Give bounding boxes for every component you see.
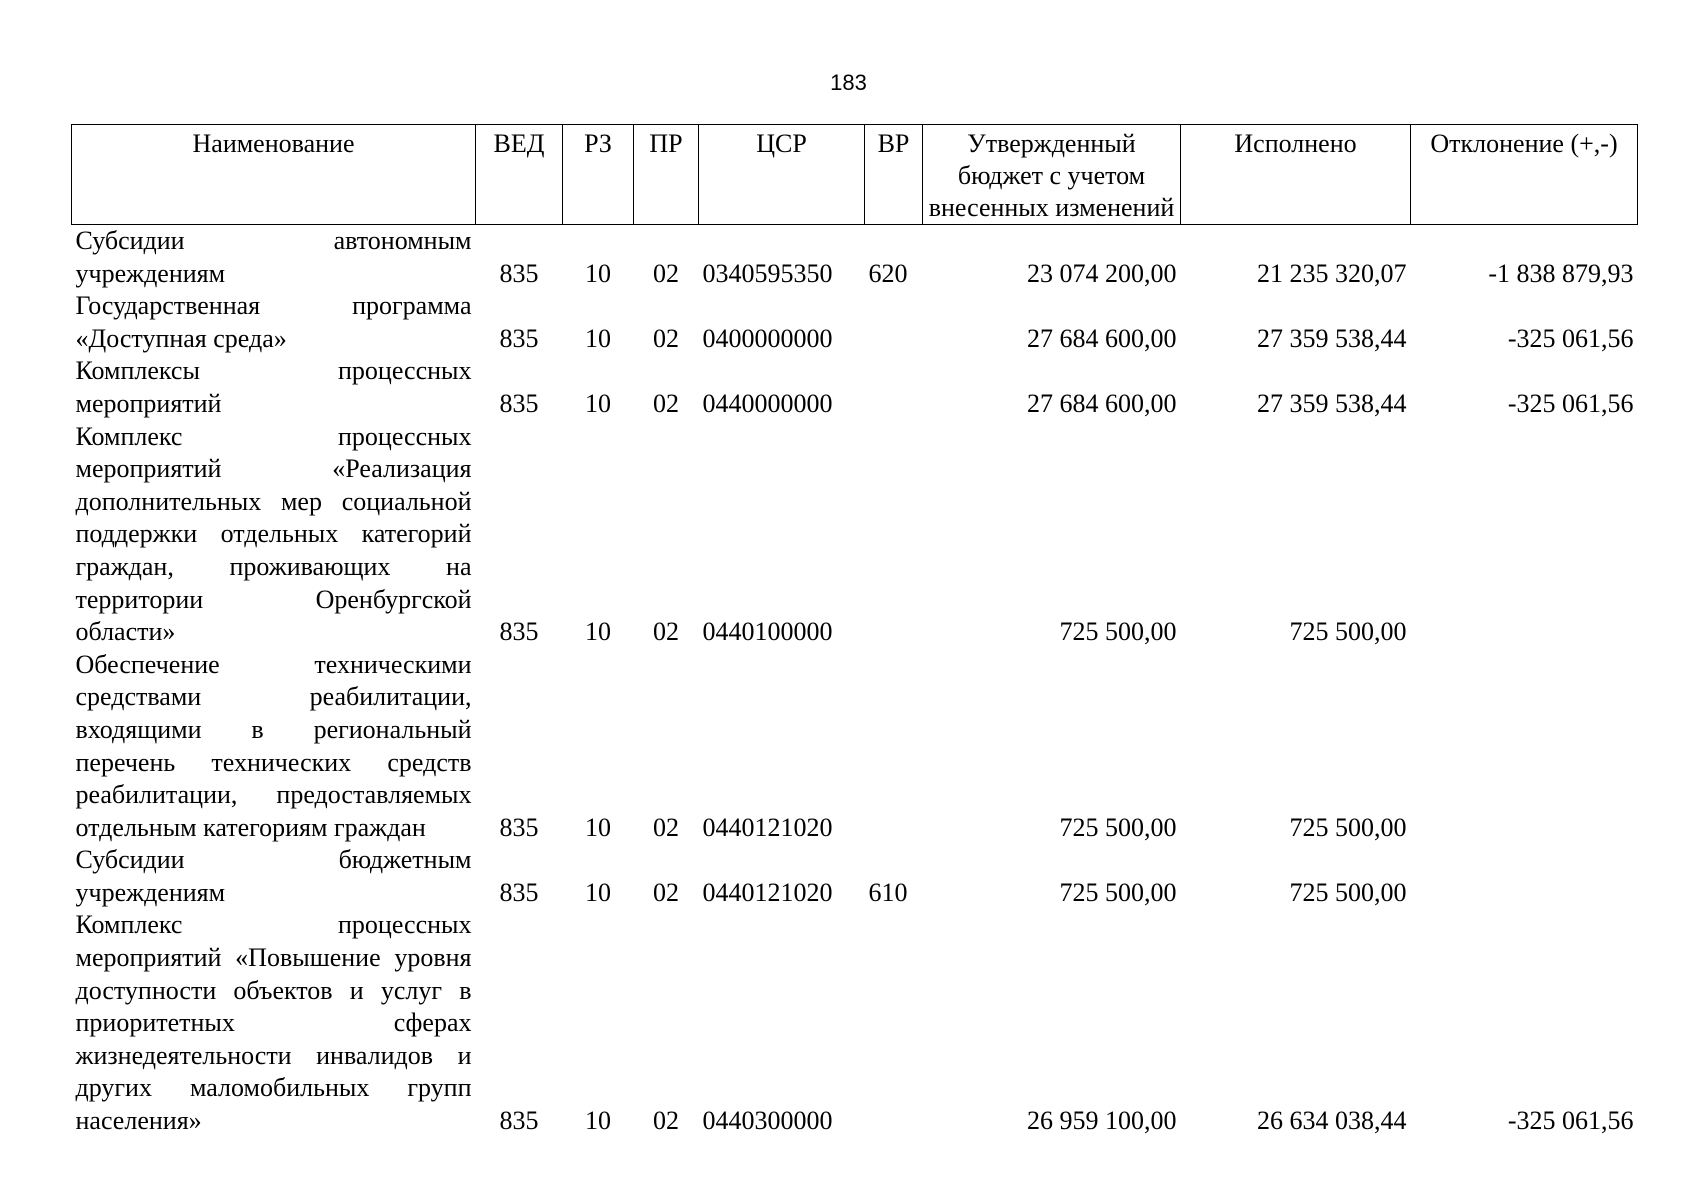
- table-row: [72, 649, 1638, 845]
- row-name: Комплекс процессных мероприятий «Повышение уровня доступности объектов и услуг в приоритетных сферах жизнедеятельности инвалидов и других маломобильных групп населения»: [75, 910, 472, 1136]
- header-vr: ВР: [865, 125, 923, 225]
- row-vr: 620: [868, 258, 908, 288]
- table-row: [72, 290, 1638, 355]
- table-header: [72, 125, 1638, 225]
- table-row: [72, 844, 1638, 909]
- row-approved: 725 500,00: [1059, 617, 1177, 647]
- row-vr: [865, 649, 923, 845]
- row-approved: 725 500,00: [1059, 812, 1177, 842]
- row-executed: 27 359 538,44: [1257, 323, 1407, 353]
- row-pr: 02: [653, 877, 679, 907]
- row-ved: 835: [499, 1106, 539, 1136]
- row-ved: 835: [499, 258, 539, 288]
- row-deviation: -325 061,56: [1507, 1106, 1634, 1136]
- header-pr: ПР: [634, 125, 699, 225]
- row-name: Комплексы процессных мероприятий: [75, 356, 472, 418]
- row-vr: [865, 290, 923, 355]
- row-csr: 0440121020: [702, 812, 833, 842]
- row-executed: 27 359 538,44: [1257, 388, 1407, 418]
- page-number: 183: [830, 70, 867, 95]
- row-csr: 0340595350: [702, 258, 833, 288]
- row-pr: 02: [653, 388, 679, 418]
- row-approved: 725 500,00: [1059, 877, 1177, 907]
- row-executed: 725 500,00: [1289, 812, 1407, 842]
- row-csr: 0400000000: [702, 323, 833, 353]
- table-row: [72, 225, 1638, 291]
- row-executed: 725 500,00: [1289, 877, 1407, 907]
- row-rz: 10: [585, 812, 611, 842]
- row-rz: 10: [585, 323, 611, 353]
- row-approved: 27 684 600,00: [1027, 388, 1177, 418]
- row-executed: 725 500,00: [1289, 617, 1407, 647]
- row-rz: 10: [585, 617, 611, 647]
- table-body: [72, 225, 1638, 1138]
- row-csr: 0440121020: [702, 877, 833, 907]
- row-deviation: [1411, 844, 1638, 909]
- budget-table: [71, 124, 1638, 1138]
- row-approved: 27 684 600,00: [1027, 323, 1177, 353]
- header-executed: Исполнено: [1181, 125, 1411, 225]
- row-csr: 0440100000: [702, 617, 833, 647]
- header-ved: ВЕД: [476, 125, 563, 225]
- row-name: Государственная программа «Доступная среда»: [75, 291, 472, 353]
- header-rz: РЗ: [563, 125, 634, 225]
- row-csr: 0440300000: [702, 1106, 833, 1136]
- row-ved: 835: [499, 877, 539, 907]
- row-pr: 02: [653, 1106, 679, 1136]
- row-pr: 02: [653, 617, 679, 647]
- header-name: Наименование: [72, 125, 476, 225]
- row-approved: 26 959 100,00: [1027, 1106, 1177, 1136]
- row-name: Комплекс процессных мероприятий «Реализация дополнительных мер социальной поддержки отдельных категорий граждан, проживающих на территории Оренбургской области»: [75, 421, 472, 647]
- row-rz: 10: [585, 388, 611, 418]
- row-rz: 10: [585, 877, 611, 907]
- row-pr: 02: [653, 323, 679, 353]
- row-deviation: [1411, 649, 1638, 845]
- row-pr: 02: [653, 258, 679, 288]
- row-executed: 21 235 320,07: [1257, 258, 1407, 288]
- row-rz: 10: [585, 258, 611, 288]
- row-executed: 26 634 038,44: [1257, 1106, 1407, 1136]
- row-deviation: -325 061,56: [1507, 388, 1634, 418]
- row-deviation: [1411, 421, 1638, 649]
- row-csr: 0440000000: [702, 388, 833, 418]
- header-deviation: Отклонение (+,-): [1411, 125, 1638, 225]
- header-csr: ЦСР: [699, 125, 865, 225]
- table-row: [72, 909, 1638, 1137]
- row-vr: [865, 909, 923, 1137]
- row-ved: 835: [499, 617, 539, 647]
- row-pr: 02: [653, 812, 679, 842]
- header-approved: Утвержденный бюджет с учетом внесенных изменений: [923, 125, 1181, 225]
- row-name: Субсидии автономным учреждениям: [75, 226, 472, 288]
- row-vr: 610: [868, 877, 908, 907]
- row-approved: 23 074 200,00: [1027, 258, 1177, 288]
- row-name: Обеспечение техническими средствами реабилитации, входящими в региональный перечень технических средств реабилитации, предоставляемых отдельным категориям граждан: [75, 649, 472, 842]
- row-ved: 835: [499, 323, 539, 353]
- table-row: [72, 421, 1638, 649]
- row-name: Субсидии бюджетным учреждениям: [75, 845, 472, 907]
- row-ved: 835: [499, 388, 539, 418]
- row-deviation: -325 061,56: [1507, 323, 1634, 353]
- row-vr: [865, 355, 923, 420]
- row-vr: [865, 421, 923, 649]
- table-row: [72, 355, 1638, 420]
- row-rz: 10: [585, 1106, 611, 1136]
- row-deviation: -1 838 879,93: [1488, 258, 1634, 288]
- row-ved: 835: [499, 812, 539, 842]
